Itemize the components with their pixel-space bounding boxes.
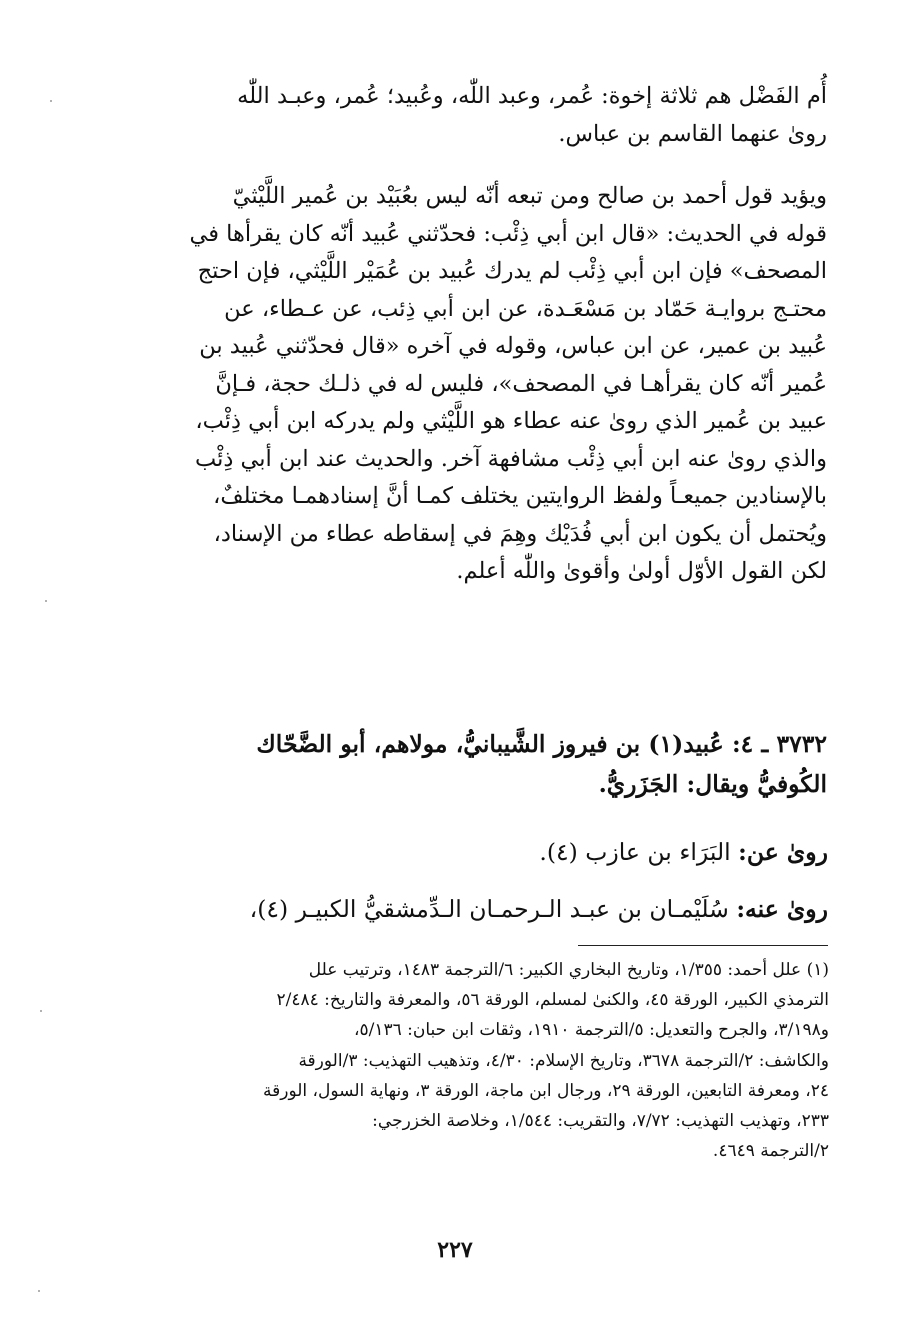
paragraph-line: ويُحتمل أن يكون ابن أبي فُدَيْك وهِمَ في إسقاطه عطاء من الإسناد، [213, 520, 827, 547]
entry-heading-line: الكُوفيُّ ويقال: الجَزَريُّ. [598, 770, 827, 798]
page-number: ٢٢٧ [437, 1237, 473, 1263]
paragraph-line: بالإسنادين جميعـاً ولفظ الروايتين يختلف كمـا أنَّ إسنادهمـا مختلفٌ، [213, 483, 827, 509]
paragraph-line: روىٰ عنهما القاسم بن عباس. [558, 120, 827, 147]
paragraph-line: عبيد بن عُمير الذي روىٰ عنه عطاء هو اللَّيْثي ولم يدركه ابن أبي ذِئْب، [195, 408, 827, 434]
paragraph-line: محتـج بروايـة حَمّاد بن مَسْعَـدة، عن ابن أبي ذِئب، عن عـطاء، عن [224, 295, 827, 322]
footnote-line: ٢/الترجمة ٤٦٤٩. [712, 1141, 829, 1162]
paragraph-line: لكن القول الأوّل أولىٰ وأقوىٰ واللّٰه أعلم. [456, 558, 827, 584]
main-text [112, 78, 827, 591]
narrated-from-text: البَرَاء بن عازب (٤). [539, 838, 731, 866]
footnote-line: و٣/١٩٨، والجرح والتعديل: ٥/الترجمة ١٩١٠، وثقات ابن حبان: ٥/١٣٦، [353, 1020, 829, 1041]
scan-speck [40, 1010, 42, 1012]
paragraph-line: المصحف» فإن ابن أبي ذِئْب لم يدرك عُبيد بن عُمَيْر اللَّيْثي، فإن احتج [197, 258, 827, 284]
narrated-by-label: روىٰ عنه: [736, 895, 828, 923]
footnote-line: (١) علل أحمد: ١/٣٥٥، وتاريخ البخاري الكبير: ٦/الترجمة ١٤٨٣، وترتيب علل [308, 960, 829, 980]
paragraph-line: قوله في الحديث: «قال ابن أبي ذِئْب: فحدّثني عُبيد أنّه كان يقرأها في [189, 220, 827, 247]
narrated-by-text: سُلَيْمـان بن عبـد الـرحمـان الـدِّمشقيُّ الكبيـر (٤)، [249, 895, 729, 923]
narrated-from-line [539, 838, 828, 866]
narrated-from-label: روىٰ عن: [738, 838, 828, 866]
paragraph-line: عُبيد بن عمير، عن ابن عباس، وقوله في آخره «قال فحدّثني عُبيد بن [199, 333, 827, 359]
footnote-line: الترمذي الكبير، الورقة ٤٥، والكنىٰ لمسلم، الورقة ٥٦، والمعرفة والتاريخ: ٢/٤٨٤ [276, 990, 829, 1011]
footnote-separator [578, 945, 828, 946]
footnote-line: والكاشف: ٢/الترجمة ٣٦٧٨، وتاريخ الإسلام: ٤/٣٠، وتذهيب التهذيب: ٣/الورقة [298, 1050, 829, 1071]
scan-speck [38, 1290, 40, 1292]
narrated-by-line [250, 895, 828, 923]
paragraph-line: أُم الفَضْل هم ثلاثة إخوة: عُمر، وعبد اللّٰه، وعُبيد؛ عُمر، وعبـد اللّٰه [237, 83, 827, 109]
paragraph-line: ويؤيد قول أحمد بن صالح ومن تبعه أنّه ليس بعُبَيْد بن عُمير اللَّيْثيّ [232, 183, 827, 209]
footnote-line: ٢٤، ومعرفة التابعين، الورقة ٢٩، ورجال ابن ماجة، الورقة ٣، ونهاية السول، الورقة [263, 1080, 829, 1101]
paragraph-line: عُمير أنّه كان يقرأهـا في المصحف»، فليس له في ذلـك حجة، فـإنَّ [215, 370, 827, 397]
footnote [112, 955, 829, 1166]
entry-heading-line: ٣٧٣٢ ـ ٤: عُبيد(١) بن فيروز الشَّيبانيُّ، مولاهم، أبو الضَّحّاك [256, 730, 827, 758]
footnote-line: ٢٣٣، وتهذيب التهذيب: ٧/٧٢، والتقريب: ١/٥٤٤، وخلاصة الخزرجي: [372, 1111, 829, 1132]
paragraph-line: والذي روىٰ عنه ابن أبي ذِئْب مشافهة آخر. والحديث عند ابن أبي ذِئْب [195, 445, 827, 472]
biography-entry [112, 724, 827, 804]
scan-speck [45, 600, 47, 602]
scan-speck [50, 100, 52, 102]
